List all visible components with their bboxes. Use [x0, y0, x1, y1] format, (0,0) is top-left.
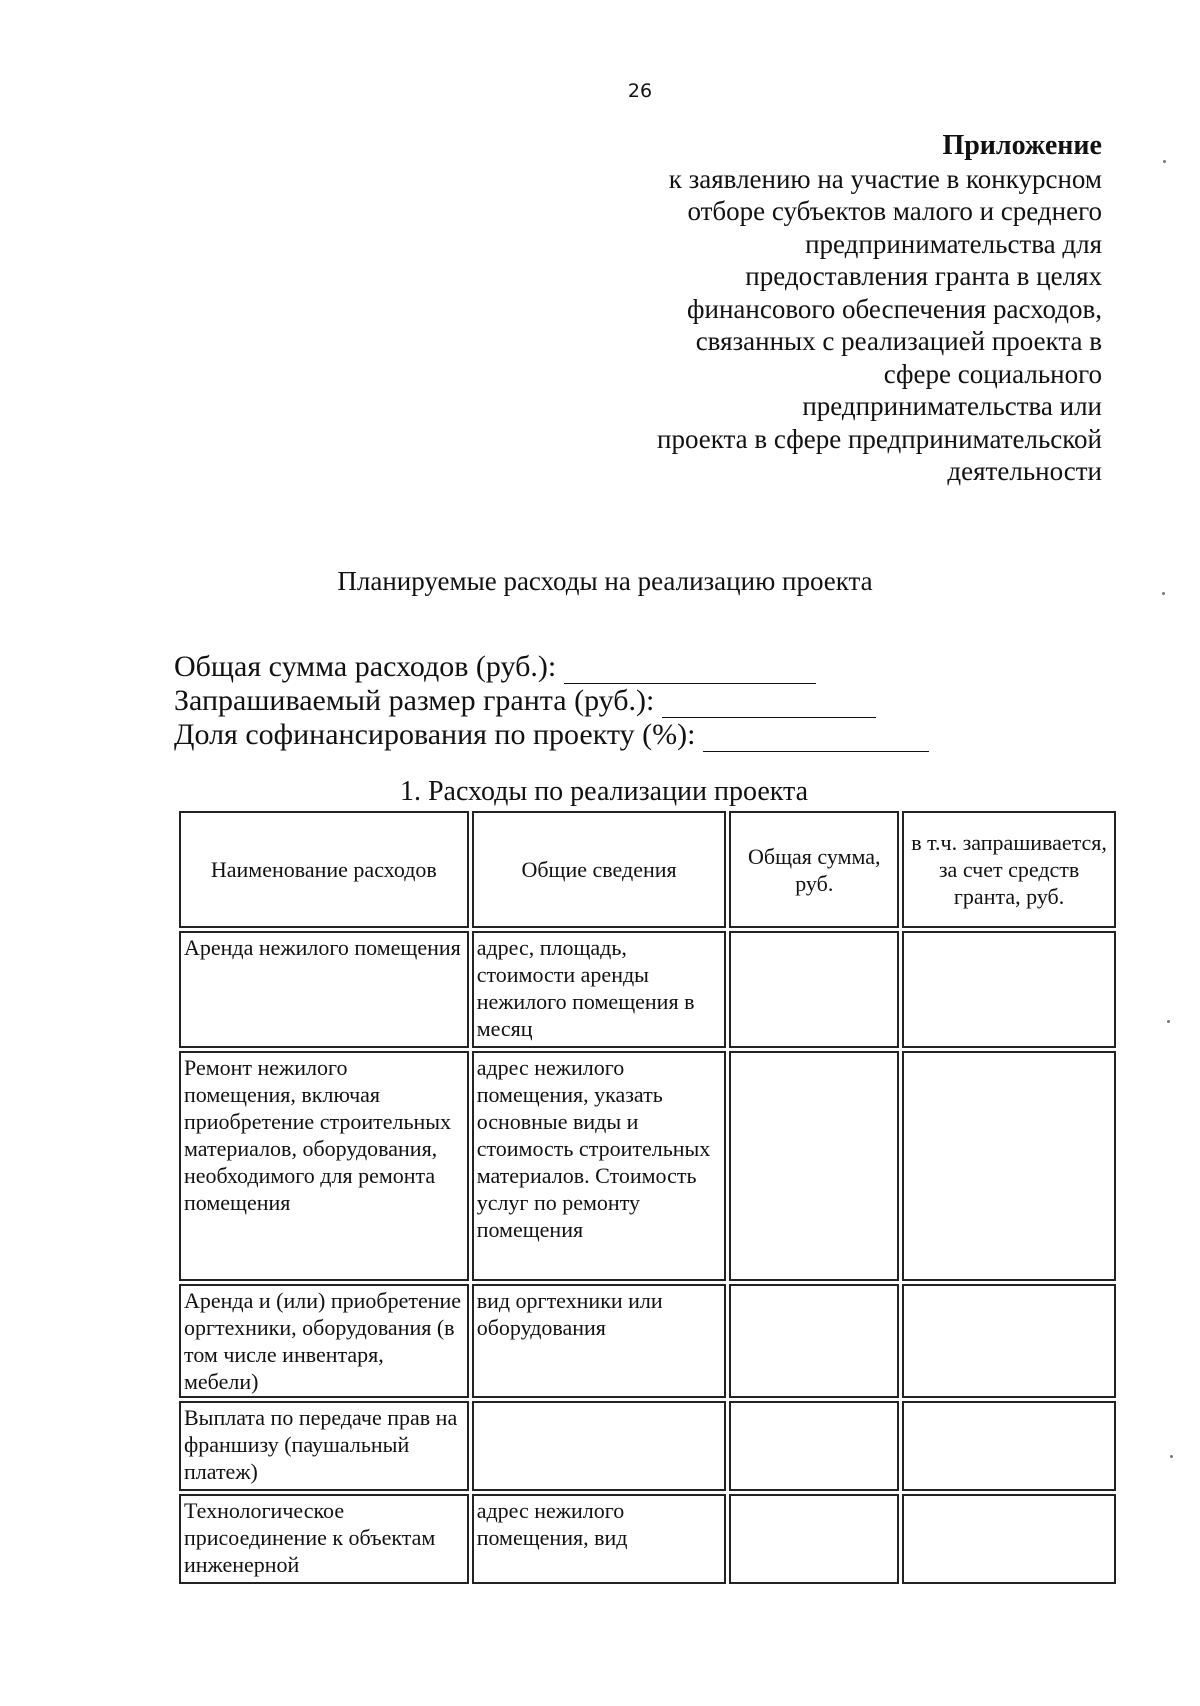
appendix-line: связанных с реализацией проекта в: [695, 326, 1102, 356]
scan-speck: [1162, 592, 1165, 595]
header-expense-name: Наименование расходов: [179, 811, 469, 928]
requested-grant-blank: [662, 691, 876, 718]
table-row: [179, 1401, 1116, 1491]
total-expenses-line: [174, 650, 929, 684]
expenses-table: [176, 808, 1119, 1587]
appendix-line: предпринимательства или: [802, 391, 1102, 421]
requested-grant-label: Запрашиваемый размер гранта (руб.):: [174, 684, 655, 717]
header-total-sum: Общая сумма, руб.: [729, 811, 899, 928]
table-row: [179, 931, 1116, 1048]
grant-amount-cell: [902, 931, 1116, 1048]
total-sum-cell: [729, 1284, 899, 1398]
table-row: [179, 1284, 1116, 1398]
general-info-cell: [472, 1401, 727, 1491]
appendix-line: предпринимательства для: [805, 228, 1102, 259]
document-title: Планируемые расходы на реализацию проекта: [337, 566, 873, 596]
total-sum-cell: [729, 931, 899, 1048]
cofinancing-line: [174, 718, 929, 752]
scan-speck: [1163, 160, 1166, 163]
appendix-title: Приложение: [942, 130, 1102, 161]
section-title: 1. Расходы по реализации проекта: [399, 776, 809, 807]
appendix-line: к заявлению на участие в конкурсном: [668, 163, 1102, 194]
general-info-cell: адрес нежилого помещения, вид: [472, 1494, 727, 1584]
grant-amount-cell: [902, 1051, 1116, 1281]
table-header-row: [179, 811, 1116, 928]
total-sum-cell: [729, 1051, 899, 1281]
requested-grant-line: [174, 684, 929, 718]
appendix-header: [542, 130, 1102, 488]
total-sum-cell: [729, 1401, 899, 1491]
expense-name-cell: Аренда нежилого помещения: [179, 931, 469, 1048]
appendix-line: отборе субъектов малого и среднего: [687, 196, 1102, 226]
page-number: 26: [627, 80, 653, 102]
table-row: [179, 1051, 1116, 1281]
appendix-line: деятельности: [947, 456, 1102, 486]
expense-name-cell: Аренда и (или) приобретение оргтехники, оборудования (в том числе инвентаря, мебели): [179, 1284, 469, 1398]
header-grant-amount: в т.ч. запрашивается, за счет средств гранта, руб.: [902, 811, 1116, 928]
total-expenses-label: Общая сумма расходов (руб.):: [174, 650, 557, 683]
expense-summary: [174, 650, 929, 752]
total-sum-cell: [729, 1494, 899, 1584]
appendix-line: предоставления гранта в целях: [745, 261, 1102, 291]
cofinancing-label: Доля софинансирования по проекту (%):: [174, 718, 696, 751]
table-row: [179, 1494, 1116, 1584]
expense-name-cell: Выплата по передаче прав на франшизу (паушальный платеж): [179, 1401, 469, 1491]
general-info-cell: адрес, площадь, стоимости аренды нежилого помещения в месяц: [472, 931, 727, 1048]
grant-amount-cell: [902, 1401, 1116, 1491]
appendix-line: сфере социального: [883, 358, 1102, 389]
general-info-cell: адрес нежилого помещения, указать основные виды и стоимость строительных материалов. Стоимость услуг по ремонту помещения: [472, 1051, 727, 1281]
expense-name-cell: Технологическое присоединение к объектам инженерной: [179, 1494, 469, 1584]
expense-name-cell: Ремонт нежилого помещения, включая приобретение строительных материалов, оборудования, необходимого для ремонта помещения: [179, 1051, 469, 1281]
appendix-line: проекта в сфере предпринимательской: [657, 423, 1102, 454]
total-expenses-blank: [564, 657, 816, 684]
grant-amount-cell: [902, 1284, 1116, 1398]
cofinancing-blank: [703, 725, 929, 752]
grant-amount-cell: [902, 1494, 1116, 1584]
header-general-info: Общие сведения: [472, 811, 727, 928]
general-info-cell: вид оргтехники или оборудования: [472, 1284, 727, 1398]
scan-speck: [1167, 1020, 1170, 1023]
scan-speck: [1170, 1455, 1173, 1458]
appendix-line: финансового обеспечения расходов,: [687, 293, 1102, 324]
